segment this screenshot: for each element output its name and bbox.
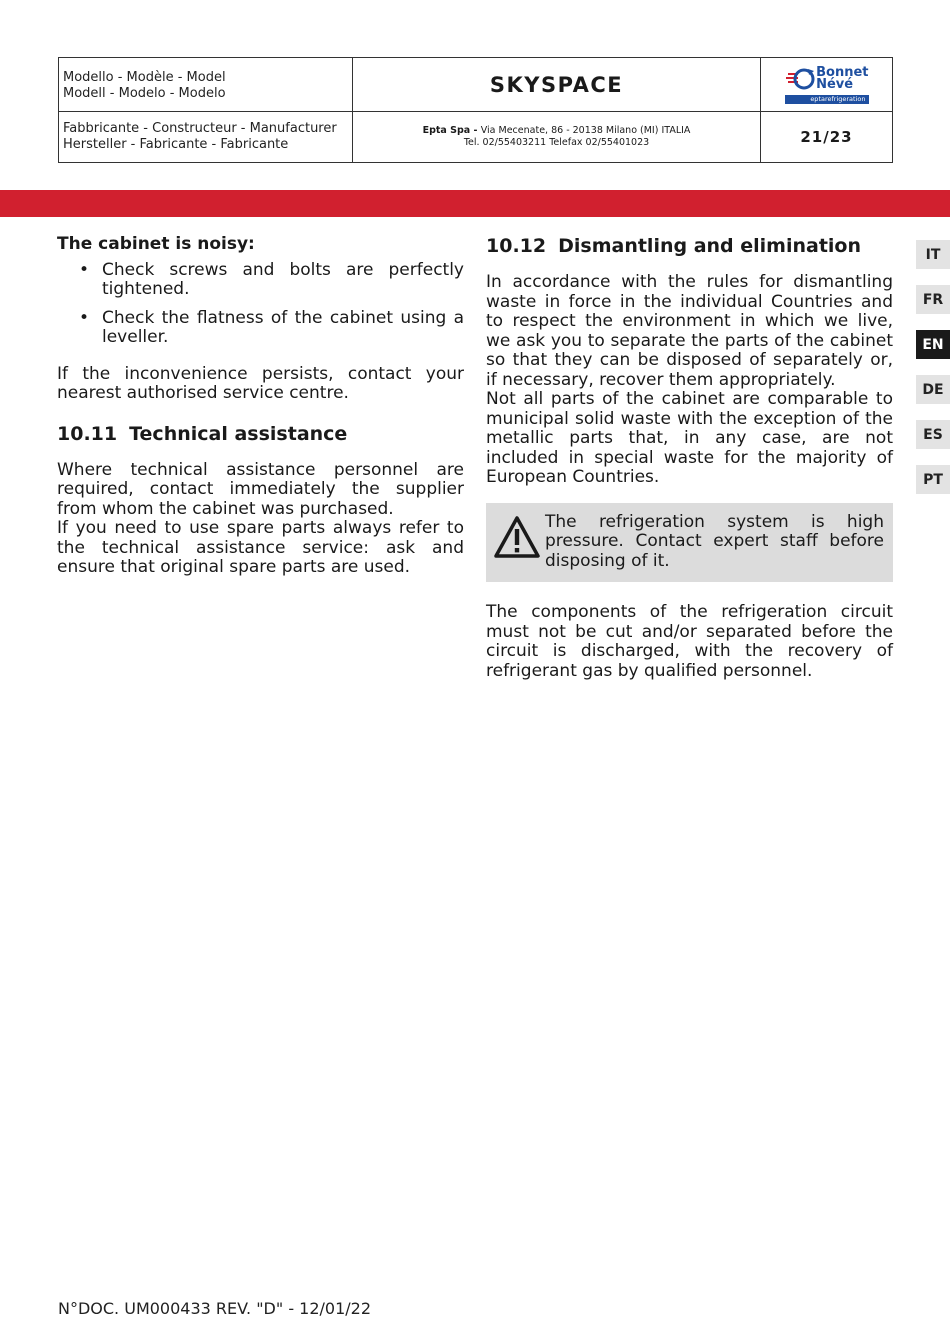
right-column xyxy=(486,234,893,681)
brand-logo xyxy=(761,58,892,112)
warning-text: The refrigeration system is high pressure. Contact expert staff before disposing of it. xyxy=(545,511,884,571)
page-number: 21/23 xyxy=(800,128,853,146)
manufacturer-label-cell xyxy=(59,112,353,162)
company-address: Via Mecenate, 86 - 20138 Milano (MI) ITALIA xyxy=(480,125,691,136)
section-title: Dismantling and elimination xyxy=(558,235,862,257)
lang-tab-it[interactable]: IT xyxy=(916,240,950,269)
paragraph: Where technical assistance personnel are required, contact immediately the supplier from whom the cabinet was purchased. xyxy=(57,459,464,519)
warning-triangle-icon xyxy=(494,515,540,559)
red-band xyxy=(0,190,950,217)
paragraph: The components of the refrigeration circuit must not be cut and/or separated before the circuit is discharged, with the recovery of refrigerant gas by qualified personnel. xyxy=(486,602,893,681)
section-number: 10.11 xyxy=(57,422,118,445)
model-label-line1: Modello - Modèle - Model xyxy=(63,70,226,85)
left-column xyxy=(57,234,464,578)
warning-box xyxy=(486,503,893,583)
logo-text-bonnet: Bonnet xyxy=(816,64,869,80)
model-title: SKYSPACE xyxy=(353,58,761,112)
header-table xyxy=(58,57,893,163)
manufacturer-label-line2: Hersteller - Fabricante - Fabricante xyxy=(63,137,289,152)
lang-tab-pt[interactable]: PT xyxy=(916,465,950,494)
paragraph: Not all parts of the cabinet are comparable to municipal solid waste with the exception of the metallic parts that, in any case, are not included in special waste for the majority of European Countries. xyxy=(486,389,893,487)
lang-tab-es[interactable]: ES xyxy=(916,420,950,449)
logo-text-neve: Névé xyxy=(816,76,854,92)
noisy-footer: If the inconvenience persists, contact your nearest authorised service centre. xyxy=(57,363,464,403)
company-address-cell xyxy=(353,112,761,162)
section-heading-dismantling xyxy=(486,234,893,258)
section-heading-technical-assistance xyxy=(57,422,464,446)
lang-tab-en[interactable]: EN xyxy=(916,330,950,359)
noisy-heading: The cabinet is noisy: xyxy=(57,234,255,254)
paragraph: If you need to use spare parts always refer to the technical assistance service: ask and ensure that original spare parts are used. xyxy=(57,518,464,577)
company-name: Epta Spa - xyxy=(422,125,481,136)
logo-bar: eptarefrigeration xyxy=(785,95,869,104)
list-item: • Check the flatness of the cabinet using a leveller. xyxy=(57,309,464,348)
section-number: 10.12 xyxy=(486,235,547,257)
lang-tab-de[interactable]: DE xyxy=(916,375,950,404)
paragraph: In accordance with the rules for dismantling waste in force in the individual Countries and to respect the environment in which we live, we ask you to separate the parts of the cabinet so that they can be disposed of separately or, if necessary, recover them appropriately. xyxy=(486,272,893,390)
model-label-cell xyxy=(59,58,353,112)
model-label-line2: Modell - Modelo - Modelo xyxy=(63,86,226,101)
company-phone: Tel. 02/55403211 Telefax 02/55401023 xyxy=(463,137,650,148)
manufacturer-label-line1: Fabbricante - Constructeur - Manufacturer xyxy=(63,121,337,136)
document-footer: N°DOC. UM000433 REV. "D" - 12/01/22 xyxy=(58,1299,372,1318)
lang-tab-fr[interactable]: FR xyxy=(916,285,950,314)
list-item: • Check screws and bolts are perfectly tightened. xyxy=(57,261,464,300)
noisy-list xyxy=(57,261,464,348)
logo-arrows-icon xyxy=(784,66,816,92)
section-title: Technical assistance xyxy=(129,422,348,445)
